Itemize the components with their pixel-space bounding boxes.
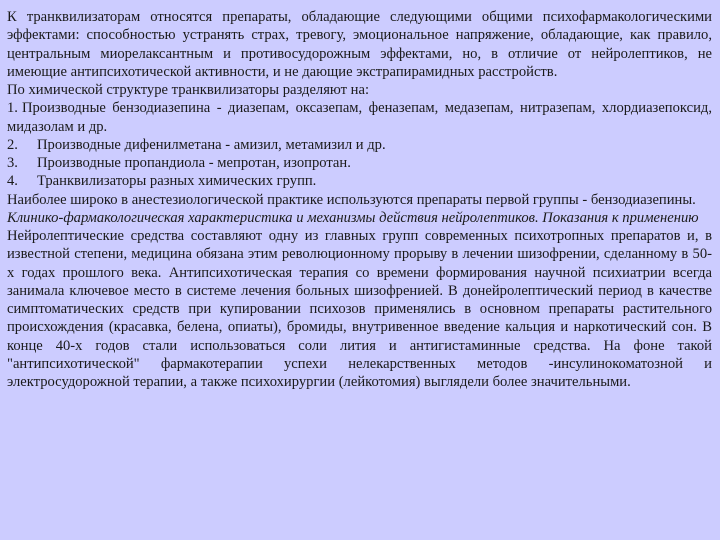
list-item-text: Транквилизаторы разных химических групп.	[37, 173, 317, 190]
list-item-number: 3.	[7, 155, 18, 171]
list-item-text: Производные пропандиола - мепротан, изопротан.	[37, 155, 351, 171]
list-item	[7, 172, 712, 190]
anesthesiology-note: Наиболее широко в анестезиологической практике используются препараты первой группы - бензодиазепины.	[7, 191, 696, 208]
section-heading: Клинико-фармакологическая характеристика и механизмы действия нейролептиков. Показания к применению	[7, 209, 699, 226]
list-item-number: 2.	[7, 136, 18, 153]
tranquilizers-definition-paragraph: К транквилизаторам относятся препараты, обладающие следующими общими психофармакологическими эффектами: способностью устранять страх, тревогу, эмоциональное напряжение, обладающие, как правило, центральным миорелаксантным и противосудорожным эффектами, но, в отличие от нейролептиков, не имеющие антипсихотической активности, и не дающие экстрапирамидных расстройств.	[7, 9, 712, 80]
list-item	[7, 99, 712, 136]
list-item-text: Производные бензодиазепина - диазепам, оксазепам, феназепам, медазепам, нитразепам, хлордиазепоксид, мидазолам и др.	[7, 100, 712, 135]
classification-intro: По химической структуре транквилизаторы разделяют на:	[7, 82, 370, 98]
list-item-number: 1.	[7, 100, 18, 117]
list-item-text: Производные дифенилметана - амизил, метамизил и др.	[37, 136, 386, 153]
list-item-number: 4.	[7, 173, 18, 190]
list-item	[7, 154, 712, 172]
list-item	[7, 136, 712, 154]
neuroleptics-paragraph: Нейролептические средства составляют одну из главных групп современных психотропных препаратов и, в известной степени, медицина обязана этим революционному прорыву в лечении шизофрении, сделанному в 50-х годах прошлого века. Антипсихотическая терапия со времени формирования научной психиатрии всегда занимала ключевое место в системе лечения больных шизофренией. В донейролептический период в качестве симптоматических средств при купировании психозов применялись в основном препараты растительного происхождения (красавка, белена, опиаты), бромиды, внутривенное введение кальция и наркотический сон. В конце 40-х годов стали использоваться соли лития и антигистаминные средства. На фоне такой "антипсихотической" фармакотерапии успехи нелекарственных методов -инсулинокоматозной и электросудорожной терапии, а также психохирургии (лейкотомия) выглядели более значительными.	[7, 228, 712, 390]
